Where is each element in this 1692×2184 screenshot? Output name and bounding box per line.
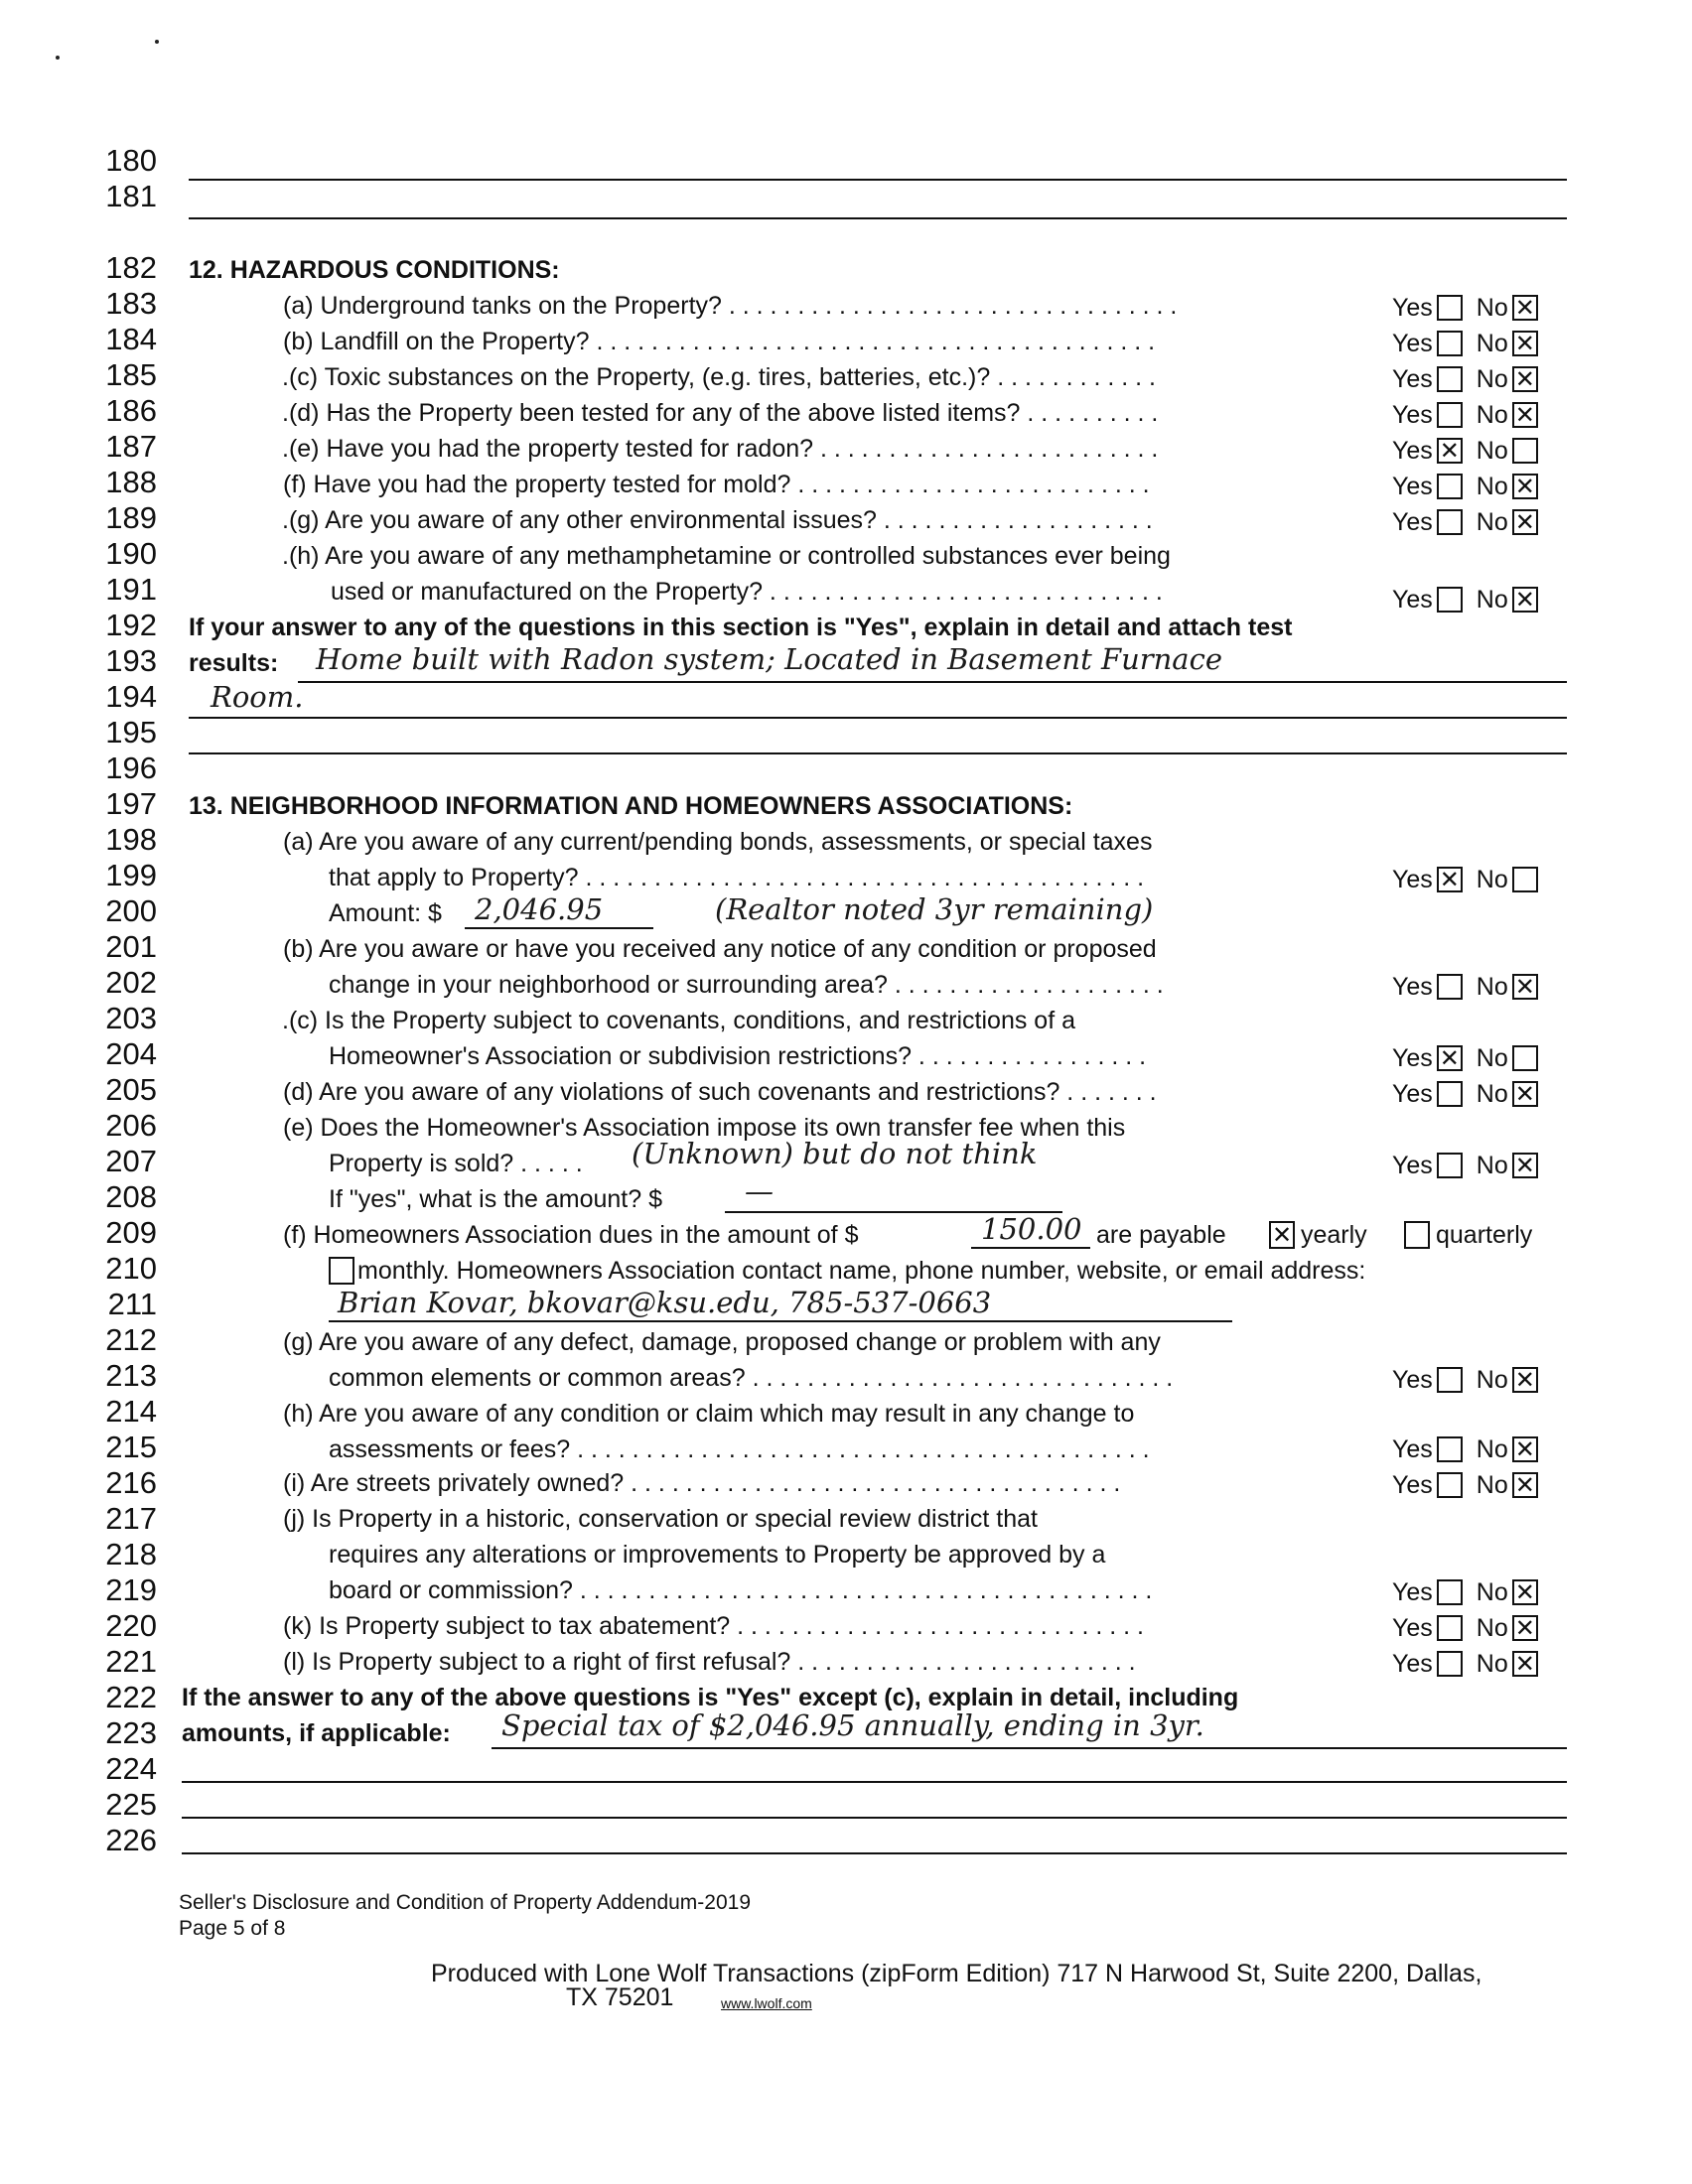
no-checkbox-12h[interactable] [1512,587,1538,613]
line-number: 190 [105,536,157,571]
yes-label: Yes [1392,401,1433,430]
no-label: No [1476,1578,1508,1607]
question-13l: (l) Is Property subject to a right of first refusal? . . . . . . . . . . . . . . . . . . . . . . . . . [283,1648,1136,1676]
line-number: 224 [105,1751,157,1786]
question-13k: (k) Is Property subject to tax abatement? . . . . . . . . . . . . . . . . . . . . . . . . . . . . . . [283,1612,1144,1640]
no-checkbox-12c[interactable] [1512,366,1538,392]
question-12g: .(g) Are you aware of any other environmental issues? . . . . . . . . . . . . . . . . . . . . [282,506,1153,534]
section-12-handwritten-answer-cont[interactable]: Room. [211,680,304,714]
question-13f [283,1219,858,1251]
page-number: Page 5 of 8 [179,1917,286,1940]
question-13h: (h) Are you aware of any condition or claim which may result in any change to [283,1400,1135,1428]
yes-label: Yes [1392,1044,1433,1073]
line-number: 207 [105,1144,157,1178]
yes-no-13i [1392,1467,1552,1502]
line-number: 206 [105,1108,157,1143]
no-label: No [1476,586,1508,614]
yes-label: Yes [1392,1614,1433,1643]
no-label: No [1476,1366,1508,1395]
yes-checkbox-13j[interactable] [1437,1579,1463,1605]
yes-label: Yes [1392,1080,1433,1109]
line-number: 195 [105,715,157,750]
yes-no-13a [1392,862,1552,896]
amount-note: (Realtor noted 3yr remaining) [715,892,1154,926]
question-12h: .(h) Are you aware of any methamphetamine or controlled substances ever being [282,542,1171,570]
no-label: No [1476,365,1508,394]
yes-label: Yes [1392,294,1433,323]
line-number: 221 [105,1644,157,1679]
scan-speck [155,40,159,44]
yes-label: Yes [1392,1471,1433,1500]
question-13j-cont2: board or commission? . . . . . . . . . . . . . . . . . . . . . . . . . . . . . . . . . . . . . . . . . . [329,1576,1153,1604]
line-number: 218 [105,1537,157,1571]
yes-label: Yes [1392,973,1433,1002]
amount-line [465,927,653,929]
line-number: 220 [105,1608,157,1643]
question-13a: (a) Are you aware of any current/pending bonds, assessments, or special taxes [283,828,1153,856]
yes-checkbox-12e[interactable] [1437,438,1463,464]
yes-label: Yes [1392,1435,1433,1464]
no-label: No [1476,401,1508,430]
line-number: 212 [105,1322,157,1357]
line-number: 197 [105,786,157,821]
yes-checkbox-13e[interactable] [1437,1153,1463,1178]
yes-no-12f [1392,469,1552,503]
line-number: 217 [105,1501,157,1536]
line-number: 201 [105,929,157,964]
yes-checkbox-12d[interactable] [1437,402,1463,428]
yes-checkbox-13a[interactable] [1437,867,1463,892]
line-number: 211 [107,1287,157,1321]
section-13-explain: If the answer to any of the above questions is "Yes" except (c), explain in detail, including [182,1684,1239,1711]
question-13a-cont: that apply to Property? . . . . . . . . . . . . . . . . . . . . . . . . . . . . . . . . . . . . . . . . . [329,864,1145,891]
question-13c-cont: Homeowner's Association or subdivision restrictions? . . . . . . . . . . . . . . . . . [329,1042,1147,1070]
no-label: No [1476,1471,1508,1500]
yes-label: Yes [1392,1650,1433,1679]
scan-speck [56,56,60,60]
quarterly-checkbox[interactable] [1404,1221,1430,1249]
yes-checkbox-12h[interactable] [1437,587,1463,613]
yearly-checkbox[interactable] [1269,1221,1295,1249]
question-12b: (b) Landfill on the Property? . . . . . . . . . . . . . . . . . . . . . . . . . . . . . . . . . . . . . . . . . [283,328,1156,355]
line-number: 189 [105,500,157,535]
no-checkbox-12d[interactable] [1512,402,1538,428]
question-13c: .(c) Is the Property subject to covenants, conditions, and restrictions of a [282,1007,1075,1034]
line-number: 223 [105,1715,157,1750]
no-checkbox-13d[interactable] [1512,1081,1538,1107]
yes-checkbox-13b[interactable] [1437,974,1463,1000]
yes-label: Yes [1392,866,1433,894]
question-13j-cont: requires any alterations or improvements to Property be approved by a [329,1541,1106,1569]
line-number: 203 [105,1001,157,1035]
yes-no-13e [1392,1148,1552,1182]
quarterly-label: quarterly [1436,1221,1533,1249]
yes-label: Yes [1392,437,1433,466]
line-number: 199 [105,858,157,892]
no-checkbox-13c[interactable] [1512,1045,1538,1071]
blank-line [189,179,1567,181]
line-number: 188 [105,465,157,499]
question-13j: (j) Is Property in a historic, conservation or special review district that [283,1505,1038,1533]
blank-line [189,217,1567,219]
transfer-fee-amount[interactable]: — [745,1174,774,1208]
yes-no-12h [1392,582,1552,616]
line-number: 226 [105,1823,157,1857]
yes-label: Yes [1392,1152,1433,1180]
line-number: 222 [105,1680,157,1714]
yes-label: Yes [1392,330,1433,358]
line-number: 196 [105,751,157,785]
line-number: 219 [105,1572,157,1607]
no-checkbox-12g[interactable] [1512,509,1538,535]
yes-checkbox-12a[interactable] [1437,295,1463,321]
question-13g: (g) Are you aware of any defect, damage, proposed change or problem with any [283,1328,1161,1356]
line-number: 193 [105,643,157,678]
yes-no-13l [1392,1646,1552,1681]
no-checkbox-13j[interactable] [1512,1579,1538,1605]
yes-checkbox-13i[interactable] [1437,1472,1463,1498]
section-12-explain: If your answer to any of the questions in this section is "Yes", explain in detail and attach test [189,614,1293,641]
line-number: 183 [105,286,157,321]
yes-checkbox-12b[interactable] [1437,331,1463,356]
no-checkbox-13a[interactable] [1512,867,1538,892]
question-13f-cont: monthly. Homeowners Association contact name, phone number, website, or email address: [357,1257,1366,1285]
website-link[interactable]: www.lwolf.com [721,1995,812,2011]
question-12e: .(e) Have you had the property tested for radon? . . . . . . . . . . . . . . . . . . . . . . . . . [282,435,1159,463]
no-label: No [1476,866,1508,894]
dues-amount[interactable]: 150.00 [981,1212,1082,1246]
line-number: 214 [105,1394,157,1429]
dues-payable-label: are payable [1096,1221,1226,1249]
yes-label: Yes [1392,586,1433,614]
yes-no-12d [1392,397,1552,432]
line-number: 225 [105,1787,157,1822]
no-checkbox-13b[interactable] [1512,974,1538,1000]
yes-checkbox-12f[interactable] [1437,474,1463,499]
yes-label: Yes [1392,1578,1433,1607]
yes-no-13d [1392,1076,1552,1111]
question-13b: (b) Are you aware or have you received any notice of any condition or proposed [283,935,1157,963]
amount-value[interactable]: 2,046.95 [475,892,604,926]
line-number: 180 [105,143,157,178]
no-checkbox-12f[interactable] [1512,474,1538,499]
section-13-handwritten-answer[interactable]: Special tax of $2,046.95 annually, ending in 3yr. [501,1708,1204,1742]
transfer-fee-note: (Unknown) but do not think [632,1137,1038,1170]
section-13-heading: 13. NEIGHBORHOOD INFORMATION AND HOMEOWNERS ASSOCIATIONS: [189,792,1073,820]
yes-no-13h [1392,1432,1552,1466]
section-12-handwritten-answer[interactable]: Home built with Radon system; Located in Basement Furnace [316,642,1223,676]
line-number: 187 [105,429,157,464]
no-label: No [1476,508,1508,537]
yes-no-13b [1392,969,1552,1004]
question-13e: (e) Does the Homeowner's Association impose its own transfer fee when this [283,1114,1126,1142]
amount-label: Amount: $ [329,899,442,927]
monthly-checkbox[interactable] [329,1257,354,1285]
no-checkbox-13i[interactable] [1512,1472,1538,1498]
yes-label: Yes [1392,508,1433,537]
line-number: 194 [105,679,157,714]
dues-label: (f) Homeowners Association dues in the amount of $ [283,1221,859,1249]
answer-line [189,752,1567,754]
yes-checkbox-13d[interactable] [1437,1081,1463,1107]
no-label: No [1476,1435,1508,1464]
question-13h-cont: assessments or fees? . . . . . . . . . . . . . . . . . . . . . . . . . . . . . . . . . . . . . . . . . . [329,1435,1150,1463]
yes-no-13k [1392,1610,1552,1645]
line-number: 210 [105,1251,157,1286]
line-number: 198 [105,822,157,857]
no-checkbox-12e[interactable] [1512,438,1538,464]
line-number: 186 [105,393,157,428]
answer-line [182,1817,1567,1819]
yearly-label: yearly [1301,1221,1367,1249]
yes-no-12g [1392,504,1552,539]
transfer-fee-amount-label: If "yes", what is the amount? $ [329,1185,662,1213]
no-checkbox-12b[interactable] [1512,331,1538,356]
line-number: 216 [105,1465,157,1500]
line-number: 200 [105,893,157,928]
section-13-amounts-label: amounts, if applicable: [182,1719,451,1747]
question-12h-cont: used or manufactured on the Property? . . . . . . . . . . . . . . . . . . . . . . . . . . . . . [331,578,1163,606]
no-label: No [1476,1650,1508,1679]
line-number: 182 [105,250,157,285]
answer-line [182,1781,1567,1783]
line-number: 205 [105,1072,157,1107]
question-13d: (d) Are you aware of any violations of such covenants and restrictions? . . . . . . . [283,1078,1157,1106]
yes-checkbox-13k[interactable] [1437,1615,1463,1641]
question-12a: (a) Underground tanks on the Property? . . . . . . . . . . . . . . . . . . . . . . . . . . . . . . . . . [283,292,1178,320]
yes-checkbox-13l[interactable] [1437,1651,1463,1677]
question-12c: .(c) Toxic substances on the Property, (e.g. tires, batteries, etc.)? . . . . . . . . . . . . [282,363,1156,391]
no-checkbox-13g[interactable] [1512,1367,1538,1393]
answer-line [189,717,1567,719]
yes-no-13c [1392,1040,1552,1075]
line-number: 208 [105,1179,157,1214]
yes-checkbox-12c[interactable] [1437,366,1463,392]
contact-line [329,1320,1232,1322]
hoa-contact[interactable]: Brian Kovar, bkovar@ksu.edu, 785-537-0663 [338,1286,992,1319]
line-number: 213 [105,1358,157,1393]
yes-label: Yes [1392,473,1433,501]
line-number: 184 [105,322,157,356]
no-label: No [1476,294,1508,323]
line-number: 209 [105,1215,157,1250]
section-12-results-label: results: [189,649,279,677]
answer-line [182,1852,1567,1854]
yes-label: Yes [1392,365,1433,394]
yes-no-12e [1392,433,1552,468]
line-number: 215 [105,1430,157,1464]
answer-line [492,1747,1567,1749]
section-12-heading: 12. HAZARDOUS CONDITIONS: [189,256,560,284]
answer-line [298,681,1567,683]
yes-no-13j [1392,1574,1552,1609]
no-checkbox-12a[interactable] [1512,295,1538,321]
yes-label: Yes [1392,1366,1433,1395]
yes-no-12a [1392,290,1552,325]
no-label: No [1476,330,1508,358]
yes-no-13g [1392,1362,1552,1397]
yes-checkbox-12g[interactable] [1437,509,1463,535]
line-number: 191 [105,572,157,607]
no-checkbox-13e[interactable] [1512,1153,1538,1178]
no-label: No [1476,1044,1508,1073]
no-label: No [1476,1152,1508,1180]
line-number: 192 [105,608,157,642]
no-checkbox-13l[interactable] [1512,1651,1538,1677]
no-checkbox-13k[interactable] [1512,1615,1538,1641]
no-label: No [1476,973,1508,1002]
no-label: No [1476,437,1508,466]
produced-address: TX 75201 [566,1983,674,2011]
no-label: No [1476,1080,1508,1109]
line-number: 185 [105,357,157,392]
question-13e-cont: Property is sold? . . . . . [329,1150,583,1177]
form-title: Seller's Disclosure and Condition of Property Addendum-2019 [179,1891,752,1914]
produced-with: Produced with Lone Wolf Transactions (zipForm Edition) 717 N Harwood St, Suite 2200, Dallas, [431,1960,1482,1987]
question-13g-cont: common elements or common areas? . . . . . . . . . . . . . . . . . . . . . . . . . . . . . . . [329,1364,1174,1392]
question-12f: (f) Have you had the property tested for mold? . . . . . . . . . . . . . . . . . . . . . . . . . . [283,471,1150,498]
question-13i: (i) Are streets privately owned? . . . . . . . . . . . . . . . . . . . . . . . . . . . . . . . . . . . . [283,1469,1121,1497]
line-number: 204 [105,1036,157,1071]
yes-checkbox-13h[interactable] [1437,1436,1463,1462]
yes-no-12b [1392,326,1552,360]
line-number: 202 [105,965,157,1000]
yes-checkbox-13c[interactable] [1437,1045,1463,1071]
no-label: No [1476,473,1508,501]
yes-checkbox-13g[interactable] [1437,1367,1463,1393]
no-checkbox-13h[interactable] [1512,1436,1538,1462]
line-number: 181 [105,179,157,213]
question-12d: .(d) Has the Property been tested for any of the above listed items? . . . . . . . . . . [282,399,1159,427]
no-label: No [1476,1614,1508,1643]
question-13b-cont: change in your neighborhood or surrounding area? . . . . . . . . . . . . . . . . . . . . [329,971,1164,999]
dues-line [971,1247,1090,1249]
yes-no-12c [1392,361,1552,396]
